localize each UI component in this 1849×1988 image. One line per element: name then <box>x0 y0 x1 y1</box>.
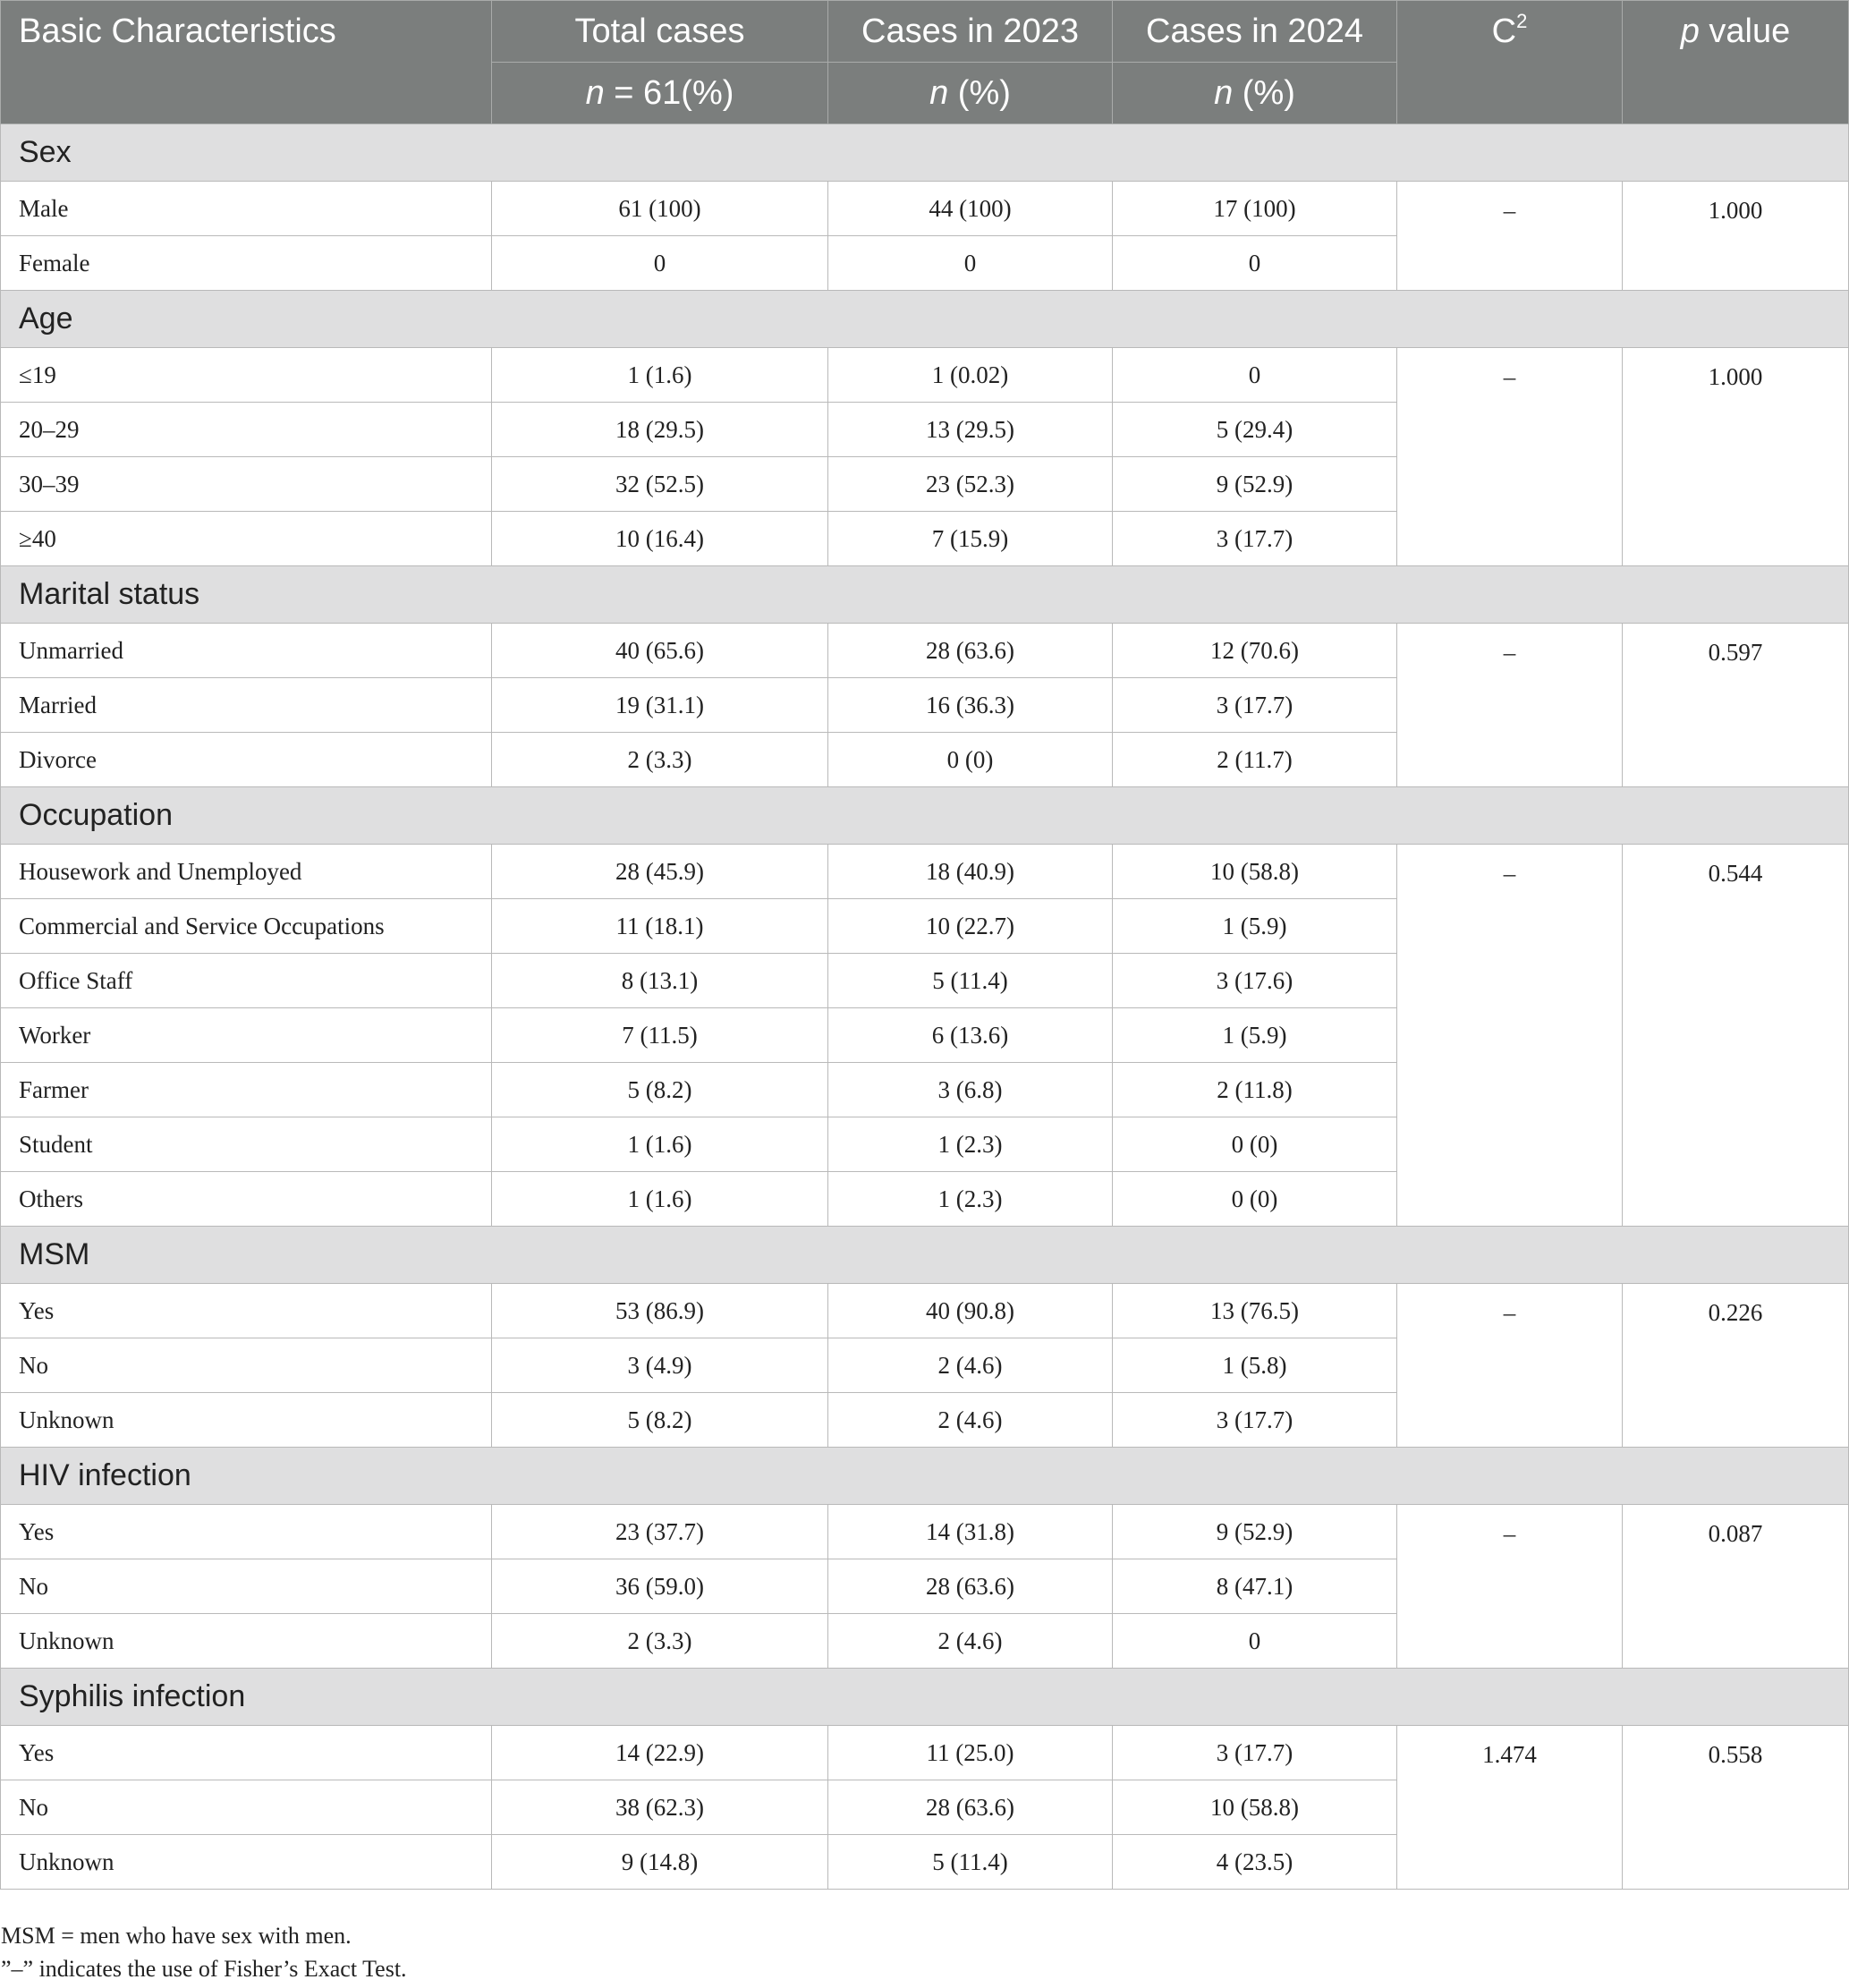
table-row <box>1 1505 1849 1559</box>
row-label: Yes <box>1 1505 492 1559</box>
cases-2023-cell: 10 (22.7) <box>828 899 1113 954</box>
total-cases-cell: 61 (100) <box>492 182 828 236</box>
row-label: Others <box>1 1172 492 1227</box>
cases-2024-cell: 3 (17.7) <box>1113 512 1397 566</box>
cases-2024-cell: 3 (17.7) <box>1113 1393 1397 1448</box>
cases-2024-cell: 2 (11.8) <box>1113 1063 1397 1117</box>
total-cases-cell: 36 (59.0) <box>492 1559 828 1614</box>
total-cases-cell: 2 (3.3) <box>492 733 828 787</box>
row-label: Unmarried <box>1 624 492 678</box>
total-cases-cell: 38 (62.3) <box>492 1780 828 1835</box>
total-cases-cell: 5 (8.2) <box>492 1393 828 1448</box>
chi-square-cell: – <box>1397 182 1623 291</box>
total-cases-cell: 53 (86.9) <box>492 1284 828 1338</box>
row-label: Worker <box>1 1008 492 1063</box>
total-cases-cell: 7 (11.5) <box>492 1008 828 1063</box>
chi-square-cell: – <box>1397 1284 1623 1448</box>
p-value-cell: 1.000 <box>1623 348 1849 566</box>
total-cases-cell: 3 (4.9) <box>492 1338 828 1393</box>
header-chi-square: $C^2$ <box>1397 1 1623 124</box>
cases-2023-cell: 28 (63.6) <box>828 1559 1113 1614</box>
cases-2024-cell: 9 (52.9) <box>1113 1505 1397 1559</box>
p-value-cell: 0.087 <box>1623 1505 1849 1669</box>
cases-2023-cell: 28 (63.6) <box>828 624 1113 678</box>
header-p-value: p value <box>1623 1 1849 124</box>
cases-2023-cell: 0 <box>828 236 1113 291</box>
p-value-cell: 0.226 <box>1623 1284 1849 1448</box>
cases-2023-cell: 2 (4.6) <box>828 1338 1113 1393</box>
row-label: No <box>1 1559 492 1614</box>
cases-2023-cell: 7 (15.9) <box>828 512 1113 566</box>
section-title: Occupation <box>1 787 1849 845</box>
row-label: Office Staff <box>1 954 492 1008</box>
header-basic-characteristics: Basic Characteristics <box>1 1 492 124</box>
total-cases-cell: 0 <box>492 236 828 291</box>
cases-2023-cell: 2 (4.6) <box>828 1393 1113 1448</box>
cases-2024-cell: 0 (0) <box>1113 1172 1397 1227</box>
row-label: Farmer <box>1 1063 492 1117</box>
cases-2024-cell: 0 <box>1113 348 1397 403</box>
row-label: Married <box>1 678 492 733</box>
header-total-cases: Total cases n = 61(%) <box>492 1 828 124</box>
header-cases-2024: Cases in 2024 n (%) <box>1113 1 1397 124</box>
table-row <box>1 348 1849 403</box>
row-label: Yes <box>1 1726 492 1780</box>
row-label: Yes <box>1 1284 492 1338</box>
chi-square-cell: – <box>1397 348 1623 566</box>
table-row <box>1 182 1849 236</box>
total-cases-cell: 40 (65.6) <box>492 624 828 678</box>
cases-2024-cell: 0 <box>1113 1614 1397 1669</box>
row-label: ≤19 <box>1 348 492 403</box>
cases-2023-cell: 13 (29.5) <box>828 403 1113 457</box>
section-header-row <box>1 1227 1849 1284</box>
table-row <box>1 1284 1849 1338</box>
p-value-cell: 0.597 <box>1623 624 1849 787</box>
total-cases-cell: 28 (45.9) <box>492 845 828 899</box>
section-title: Age <box>1 291 1849 348</box>
cases-2024-cell: 1 (5.8) <box>1113 1338 1397 1393</box>
cases-2024-cell: 4 (23.5) <box>1113 1835 1397 1890</box>
cases-2024-cell: 10 (58.8) <box>1113 1780 1397 1835</box>
cases-2024-cell: 0 (0) <box>1113 1117 1397 1172</box>
cases-2023-cell: 0 (0) <box>828 733 1113 787</box>
section-header-row <box>1 1669 1849 1726</box>
cases-2023-cell: 2 (4.6) <box>828 1614 1113 1669</box>
cases-2024-cell: 8 (47.1) <box>1113 1559 1397 1614</box>
table-row <box>1 624 1849 678</box>
row-label: No <box>1 1780 492 1835</box>
cases-2023-cell: 1 (0.02) <box>828 348 1113 403</box>
section-title: Sex <box>1 124 1849 182</box>
cases-2023-cell: 23 (52.3) <box>828 457 1113 512</box>
table-row <box>1 1726 1849 1780</box>
cases-2023-cell: 16 (36.3) <box>828 678 1113 733</box>
total-cases-cell: 11 (18.1) <box>492 899 828 954</box>
cases-2023-cell: 3 (6.8) <box>828 1063 1113 1117</box>
cases-2024-cell: 13 (76.5) <box>1113 1284 1397 1338</box>
cases-2023-cell: 40 (90.8) <box>828 1284 1113 1338</box>
cases-2023-cell: 5 (11.4) <box>828 954 1113 1008</box>
section-header-row <box>1 291 1849 348</box>
total-cases-cell: 32 (52.5) <box>492 457 828 512</box>
cases-2024-cell: 5 (29.4) <box>1113 403 1397 457</box>
cases-2024-cell: 3 (17.6) <box>1113 954 1397 1008</box>
row-label: No <box>1 1338 492 1393</box>
cases-2023-cell: 1 (2.3) <box>828 1172 1113 1227</box>
section-header-row <box>1 566 1849 624</box>
row-label: Unknown <box>1 1835 492 1890</box>
table-footnotes <box>1 1919 407 1985</box>
total-cases-cell: 23 (37.7) <box>492 1505 828 1559</box>
cases-2024-cell: 1 (5.9) <box>1113 899 1397 954</box>
footnote-fisher: ”–” indicates the use of Fisher’s Exact Test. <box>1 1956 407 1982</box>
section-title: HIV infection <box>1 1448 1849 1505</box>
header-cases-2023: Cases in 2023 n (%) <box>828 1 1113 124</box>
row-label: ≥40 <box>1 512 492 566</box>
cases-2024-cell: 10 (58.8) <box>1113 845 1397 899</box>
cases-2024-cell: 2 (11.7) <box>1113 733 1397 787</box>
row-label: Female <box>1 236 492 291</box>
cases-2023-cell: 14 (31.8) <box>828 1505 1113 1559</box>
cases-2024-cell: 12 (70.6) <box>1113 624 1397 678</box>
cases-2023-cell: 11 (25.0) <box>828 1726 1113 1780</box>
chi-square-cell: – <box>1397 624 1623 787</box>
p-value-cell: 1.000 <box>1623 182 1849 291</box>
row-label: Divorce <box>1 733 492 787</box>
row-label: Unknown <box>1 1393 492 1448</box>
row-label: Male <box>1 182 492 236</box>
cases-2024-cell: 9 (52.9) <box>1113 457 1397 512</box>
cases-2023-cell: 28 (63.6) <box>828 1780 1113 1835</box>
total-cases-cell: 8 (13.1) <box>492 954 828 1008</box>
total-cases-cell: 9 (14.8) <box>492 1835 828 1890</box>
cases-2023-cell: 6 (13.6) <box>828 1008 1113 1063</box>
cases-2023-cell: 44 (100) <box>828 182 1113 236</box>
total-cases-cell: 10 (16.4) <box>492 512 828 566</box>
row-label: Unknown <box>1 1614 492 1669</box>
total-cases-cell: 5 (8.2) <box>492 1063 828 1117</box>
section-title: Marital status <box>1 566 1849 624</box>
chi-square-cell: – <box>1397 1505 1623 1669</box>
row-label: Student <box>1 1117 492 1172</box>
p-value-cell: 0.558 <box>1623 1726 1849 1890</box>
total-cases-cell: 1 (1.6) <box>492 348 828 403</box>
total-cases-cell: 18 (29.5) <box>492 403 828 457</box>
table-header <box>1 1 1849 124</box>
cases-2024-cell: 3 (17.7) <box>1113 678 1397 733</box>
cases-2024-cell: 1 (5.9) <box>1113 1008 1397 1063</box>
row-label: Commercial and Service Occupations <box>1 899 492 954</box>
row-label: 30–39 <box>1 457 492 512</box>
section-title: Syphilis infection <box>1 1669 1849 1726</box>
footnote-msm: MSM = men who have sex with men. <box>1 1923 352 1949</box>
table-body <box>1 124 1849 1890</box>
section-header-row <box>1 1448 1849 1505</box>
section-title: MSM <box>1 1227 1849 1284</box>
total-cases-cell: 2 (3.3) <box>492 1614 828 1669</box>
total-cases-cell: 1 (1.6) <box>492 1117 828 1172</box>
table-row <box>1 845 1849 899</box>
total-cases-cell: 1 (1.6) <box>492 1172 828 1227</box>
section-header-row <box>1 787 1849 845</box>
cases-2024-cell: 17 (100) <box>1113 182 1397 236</box>
row-label: Housework and Unemployed <box>1 845 492 899</box>
total-cases-cell: 19 (31.1) <box>492 678 828 733</box>
p-value-cell: 0.544 <box>1623 845 1849 1227</box>
row-label: 20–29 <box>1 403 492 457</box>
cases-2024-cell: 3 (17.7) <box>1113 1726 1397 1780</box>
cases-2024-cell: 0 <box>1113 236 1397 291</box>
cases-2023-cell: 5 (11.4) <box>828 1835 1113 1890</box>
chi-square-cell: 1.474 <box>1397 1726 1623 1890</box>
total-cases-cell: 14 (22.9) <box>492 1726 828 1780</box>
cases-2023-cell: 1 (2.3) <box>828 1117 1113 1172</box>
section-header-row <box>1 124 1849 182</box>
chi-square-cell: – <box>1397 845 1623 1227</box>
cases-2023-cell: 18 (40.9) <box>828 845 1113 899</box>
